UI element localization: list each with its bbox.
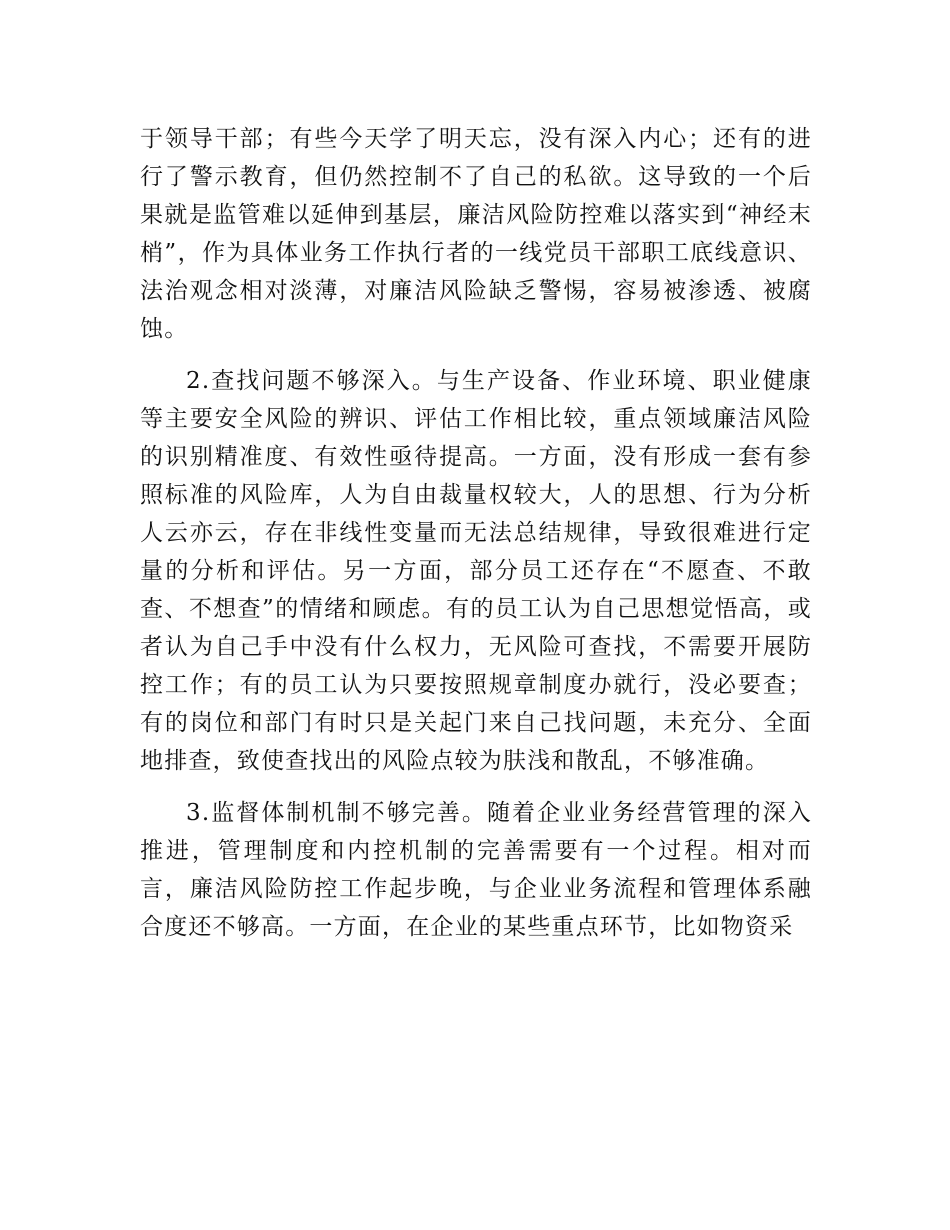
document-body (140, 120, 812, 960)
paragraph-continuation: 于领导干部；有些今天学了明天忘，没有深入内心；还有的进行了警示教育，但仍然控制不了自己的私欲。这导致的一个后果就是监管难以延伸到基层，廉洁风险防控难以落实到“神经末梢”，作为具体业务工作执行者的一线党员干部职工底线意识、法治观念相对淡薄，对廉洁风险缺乏警惕，容易被渗透、被腐蚀。 (140, 126, 812, 342)
paragraph-section-2: 2.查找问题不够深入。与生产设备、作业环境、职业健康等主要安全风险的辨识、评估工作相比较，重点领域廉洁风险的识别精准度、有效性亟待提高。一方面，没有形成一套有参照标准的风险库，人为自由裁量权较大，人的思想、行为分析人云亦云，存在非线性变量而无法总结规律，导致很难进行定量的分析和评估。另一方面，部分员工还存在“不愿查、不敢查、不想查”的情绪和顾虑。有的员工认为自己思想觉悟高，或者认为自己手中没有什么权力，无风险可查找，不需要开展防控工作；有的员工认为只要按照规章制度办就行，没必要查；有的岗位和部门有时只是关起门来自己找问题，未充分、全面地排查，致使查找出的风险点较为肤浅和散乱，不够准确。 (140, 368, 812, 774)
paragraph-section-3: 3.监督体制机制不够完善。随着企业业务经营管理的深入推进，管理制度和内控机制的完善需要有一个过程。相对而言，廉洁风险防控工作起步晚，与企业业务流程和管理体系融合度还不够高。一方面，在企业的某些重点环节，比如物资采 (140, 800, 812, 940)
